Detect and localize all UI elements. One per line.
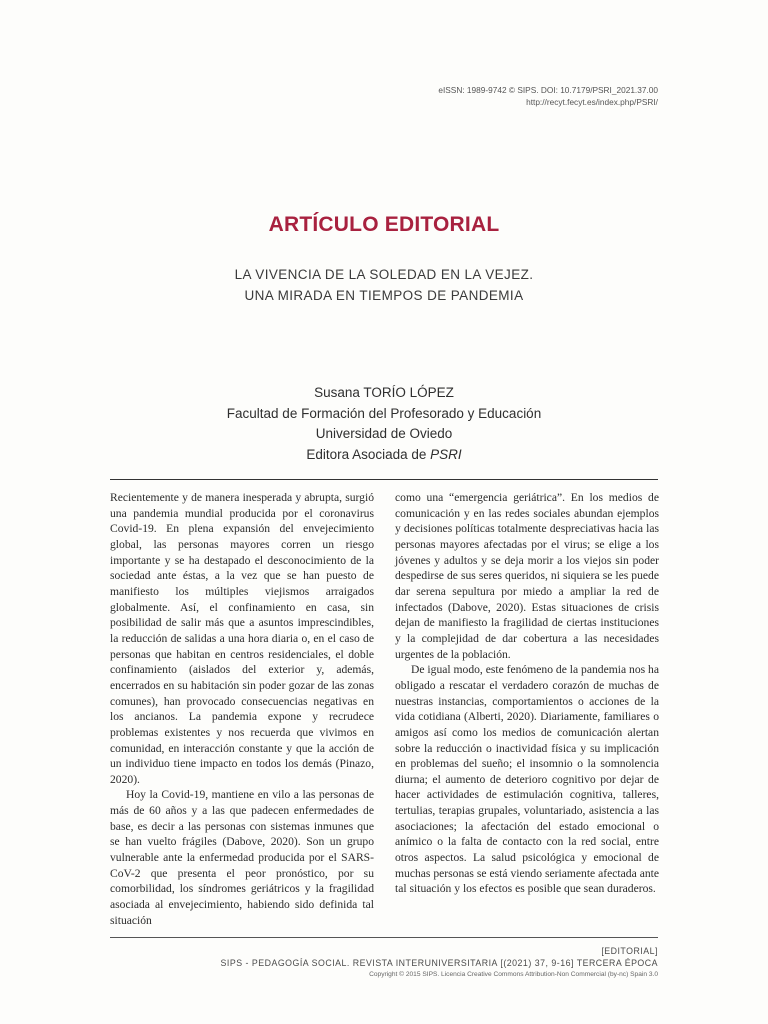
footer-copyright: Copyright © 2015 SIPS. Licencia Creative Commons Attribution-Non Commercial (by-nc) Spain 3.0 [369, 971, 658, 978]
journal-abbreviation: PSRI [430, 446, 462, 462]
body-column-right [395, 490, 659, 897]
header-divider [110, 479, 658, 480]
article-title [0, 264, 768, 306]
author-role [0, 445, 768, 466]
footer-section-tag: [EDITORIAL] [601, 946, 658, 956]
author-university: Universidad de Oviedo [315, 426, 453, 441]
author-faculty: Facultad de Formación del Profesorado y Educación [226, 405, 542, 421]
author-name: Susana TORÍO LÓPEZ [314, 385, 454, 400]
author-role-text: Editora Asociada de [306, 446, 431, 462]
page-footer [221, 945, 658, 980]
journal-url[interactable]: http://recyt.fecyt.es/index.php/PSRI/ [526, 97, 658, 107]
publication-metadata [438, 84, 658, 108]
article-title-line-1: LA VIVENCIA DE LA SOLEDAD EN LA VEJEZ. [234, 267, 534, 282]
article-title-line-2: UNA MIRADA EN TIEMPOS DE PANDEMIA [244, 288, 524, 303]
paragraph-3: como una “emergencia geriátrica”. En los medios de comunicación y en las redes sociales abundan ejemplos y decisiones políticas totalmente despreciativas hacia las personas mayores afectadas por el virus; se elige a los jóvenes y adultos y se deja morir a los viejos sin poder despedirse de sus seres queridos, ni siquiera se les puede dar serena sepultura por miedo a ampliar la red de infectados (Dabove, 2020). Estas situaciones de crisis dejan de manifiesto la fragilidad de ciertas instituciones y la complejidad de dar cobertura a las necesidades urgentes de la población. [395, 491, 659, 661]
section-heading: ARTÍCULO EDITORIAL [268, 213, 500, 236]
issn-doi-line: eISSN: 1989-9742 © SIPS. DOI: 10.7179/PSRI_2021.37.00 [438, 85, 658, 95]
author-block [0, 383, 768, 465]
paragraph-4: De igual modo, este fenómeno de la pandemia nos ha obligado a rescatar el verdadero corazón de muchas de nuestras instancias, comportamientos o acciones de la vida cotidiana (Alberti, 2020). Diariamente, familiares o amigos así como los medios de comunicación alertan sobre la reducción o inactividad física y su implicación en problemas del sueño; el insomnio o la somnolencia diurna; el aumento de deterioro cognitivo por dejar de hacer actividades de estimulación cognitiva, talleres, tertulias, terapias grupales, voluntariado, asistencia a las asociaciones; la afectación del estado emocional o anímico o la falta de contacto con la red social, entre otros aspectos. La salud psicológica y emocional de muchas personas se está viendo seriamente afectada ante tal situación y los efectos es posible que sean duraderos. [395, 663, 659, 896]
paragraph-2: Hoy la Covid-19, mantiene en vilo a las personas de más de 60 años y a las que padecen enfermedades de base, es decir a las personas con sistemas inmunes que se han vuelto frágiles (Dabove, 2020). Son un grupo vulnerable ante la enfermedad producida por el SARS-CoV-2 que presenta el peor pronóstico, por su comorbilidad, los síndromes geriátricos y la fragilidad asociada al envejecimiento, habiendo sido definida tal situación [110, 788, 374, 927]
body-column-left [110, 490, 374, 928]
paragraph-1: Recientemente y de manera inesperada y abrupta, surgió una pandemia mundial producida por el coronavirus Covid-19. En plena expansión del envejecimiento global, las personas mayores corren un riesgo importante y se ha destapado el desconocimiento de la sociedad ante éstas, a la vez que se han puesto de manifiesto los múltiples viejismos arraigados globalmente. Así, el confinamiento en casa, sin posibilidad de salir más que a asuntos imprescindibles, la reducción de salidas a una hora diaria o, en el caso de personas que habitan en centros residenciales, el doble confinamiento (aislados del exterior y, además, encerrados en su habitación sin poder gozar de las zonas comunes), han provocado consecuencias negativas en los ancianos. La pandemia expone y recrudece problemas existentes y nos recuerda que vivimos en comunidad, en interacción constante y que la acción de un individuo tiene impacto en todos los demás (Pinazo, 2020). [110, 491, 374, 786]
footer-divider [110, 937, 658, 938]
footer-journal-line: SIPS - PEDAGOGÍA SOCIAL. REVISTA INTERUNIVERSITARIA [(2021) 37, 9-16] TERCERA ÉPOCA [220, 958, 658, 968]
